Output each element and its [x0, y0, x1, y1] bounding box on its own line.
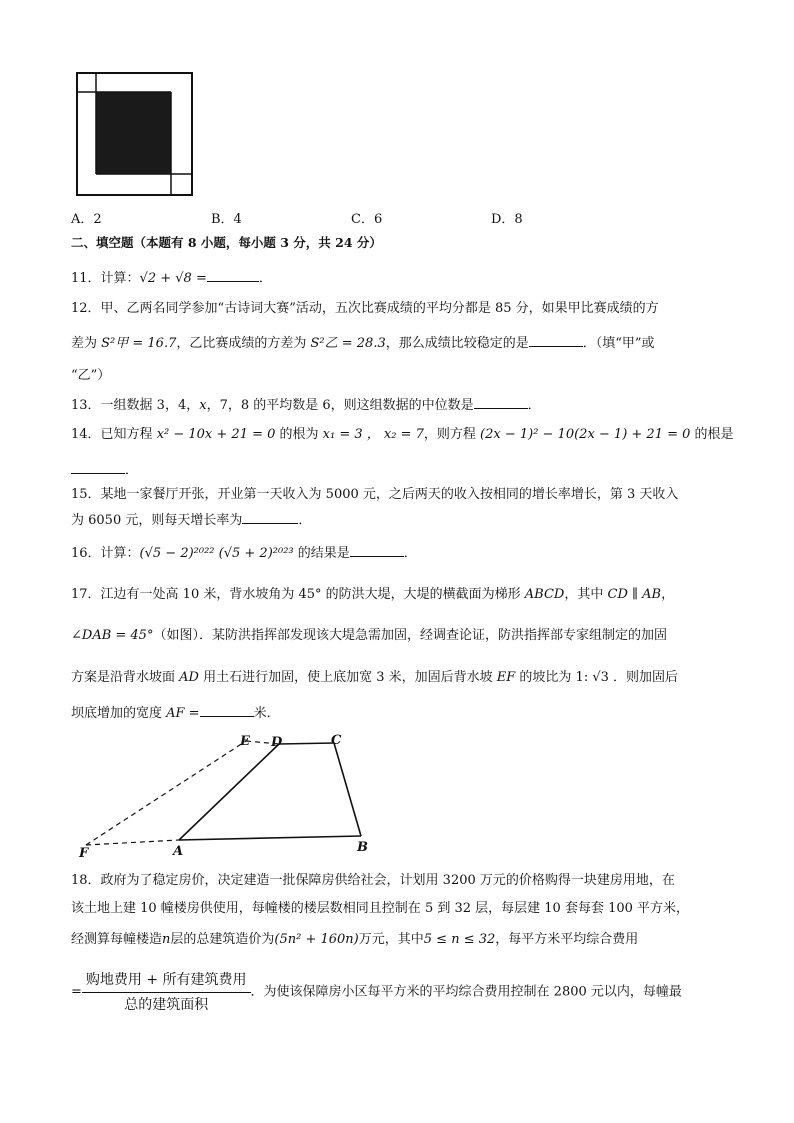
- question-14: 14．已知方程 x² − 10x + 21 = 0 的根为 x₁ = 3 ， x₂ = 7，则方程 (2x − 1)² − 10(2x − 1) + 21 = 0 的根是: [71, 427, 734, 442]
- label-b: B: [357, 840, 368, 855]
- label-f: F: [79, 846, 89, 860]
- option-a[interactable]: A．2: [71, 212, 102, 227]
- question-18-line2: 该土地上建 10 幢楼房供使用，每幢楼的楼层数相同且控制在 5 到 32 层，每层建 10 套每套 100 平方米，: [71, 901, 690, 916]
- question-17-line4: 坝底增加的宽度 AF = 米．: [71, 703, 280, 723]
- question-12-line1: 12．甲、乙两名同学参加“古诗词大赛”活动，五次比赛成绩的平均分都是 85 分，如果甲比赛成绩的方: [71, 301, 659, 316]
- question-12-line2: 差为 S²甲 = 16.7，乙比赛成绩的方差为 S²乙 = 28.3，那么成绩比较稳定的是 ．（填“甲”或: [71, 333, 655, 353]
- question-13: 13．一组数据 3，4，x，7，8 的平均数是 6，则这组数据的中位数是 ．: [71, 395, 541, 415]
- segment-ab: [179, 836, 361, 840]
- question-17-line2: ∠DAB = 45°（如图）．某防洪指挥部发现该大堤急需加固，经调查论证，防洪指挥部专家组制定的加固: [71, 628, 667, 643]
- question-11: 11．计算：√2 + √8 = ．: [71, 268, 272, 288]
- question-15-line2: 为 6050 元，则每天增长率为 ．: [71, 510, 311, 530]
- segment-ad: [179, 744, 279, 840]
- answer-blank-14[interactable]: [71, 460, 125, 474]
- question-18-line1: 18．政府为了稳定房价，决定建造一批保障房供给社会，计划用 3200 万元的价格购得一块建房用地，在: [71, 873, 675, 888]
- cost-fraction: $\frac{\text{购地费用 + 所有建筑费用}}{\text{总的建筑面积}}$: [82, 970, 251, 1015]
- label-a: A: [173, 844, 184, 859]
- question-17-line3: 方案是沿背水坡面 AD 用土石进行加固，使上底加宽 3 米，加固后背水坡 EF 的坡比为 1: √3 ．则加固后: [71, 670, 679, 685]
- answer-blank-11[interactable]: [207, 268, 259, 282]
- option-c[interactable]: C．6: [351, 212, 383, 227]
- question-16: 16．计算：(√5 − 2)²⁰²² (√5 + 2)²⁰²³ 的结果是 ．: [71, 543, 417, 563]
- answer-blank-13[interactable]: [474, 395, 528, 409]
- answer-blank-15[interactable]: [242, 510, 298, 524]
- segment-fa: [86, 840, 179, 845]
- label-d: D: [271, 735, 283, 750]
- label-e: E: [240, 734, 250, 749]
- section-title: 二、填空题（本题有 8 小题，每小题 3 分，共 24 分）: [71, 235, 382, 250]
- answer-blank-12[interactable]: [529, 333, 583, 347]
- square-frame-figure: [76, 72, 194, 198]
- segment-dc: [279, 743, 334, 744]
- question-12-line3: “乙”）: [71, 368, 111, 383]
- question-15-line1: 15．某地一家餐厅开张，开业第一天收入为 5000 元，之后两天的收入按相同的增长率增长，第 3 天收入: [71, 487, 679, 502]
- question-14-answer: ．: [71, 460, 138, 480]
- question-17-line1: 17．江边有一处高 10 米，背水坡角为 45° 的防洪大堤，大堤的横截面为梯形 ABCD，其中 CD ∥ AB，: [71, 587, 675, 602]
- option-b[interactable]: B．4: [211, 212, 242, 227]
- segment-cb: [334, 743, 361, 836]
- question-18-line3: 经测算每幢楼造n层的总建筑造价为(5n² + 160n)万元，其中5 ≤ n ≤ 32，每平方米平均综合费用: [71, 932, 639, 947]
- answer-blank-16[interactable]: [350, 543, 404, 557]
- label-c: C: [331, 733, 342, 748]
- option-d[interactable]: D．8: [491, 212, 523, 227]
- dam-trapezoid-diagram: [74, 728, 384, 860]
- segment-fe: [86, 741, 246, 845]
- answer-blank-17[interactable]: [200, 703, 254, 717]
- question-18-line4: = $\frac{\text{购地费用 + 所有建筑费用}}{\text{总的建筑面积}}$ ．为使该保障房小区每平方米的平均综合费用控制在 2800 元以内，每幢最: [71, 972, 682, 1013]
